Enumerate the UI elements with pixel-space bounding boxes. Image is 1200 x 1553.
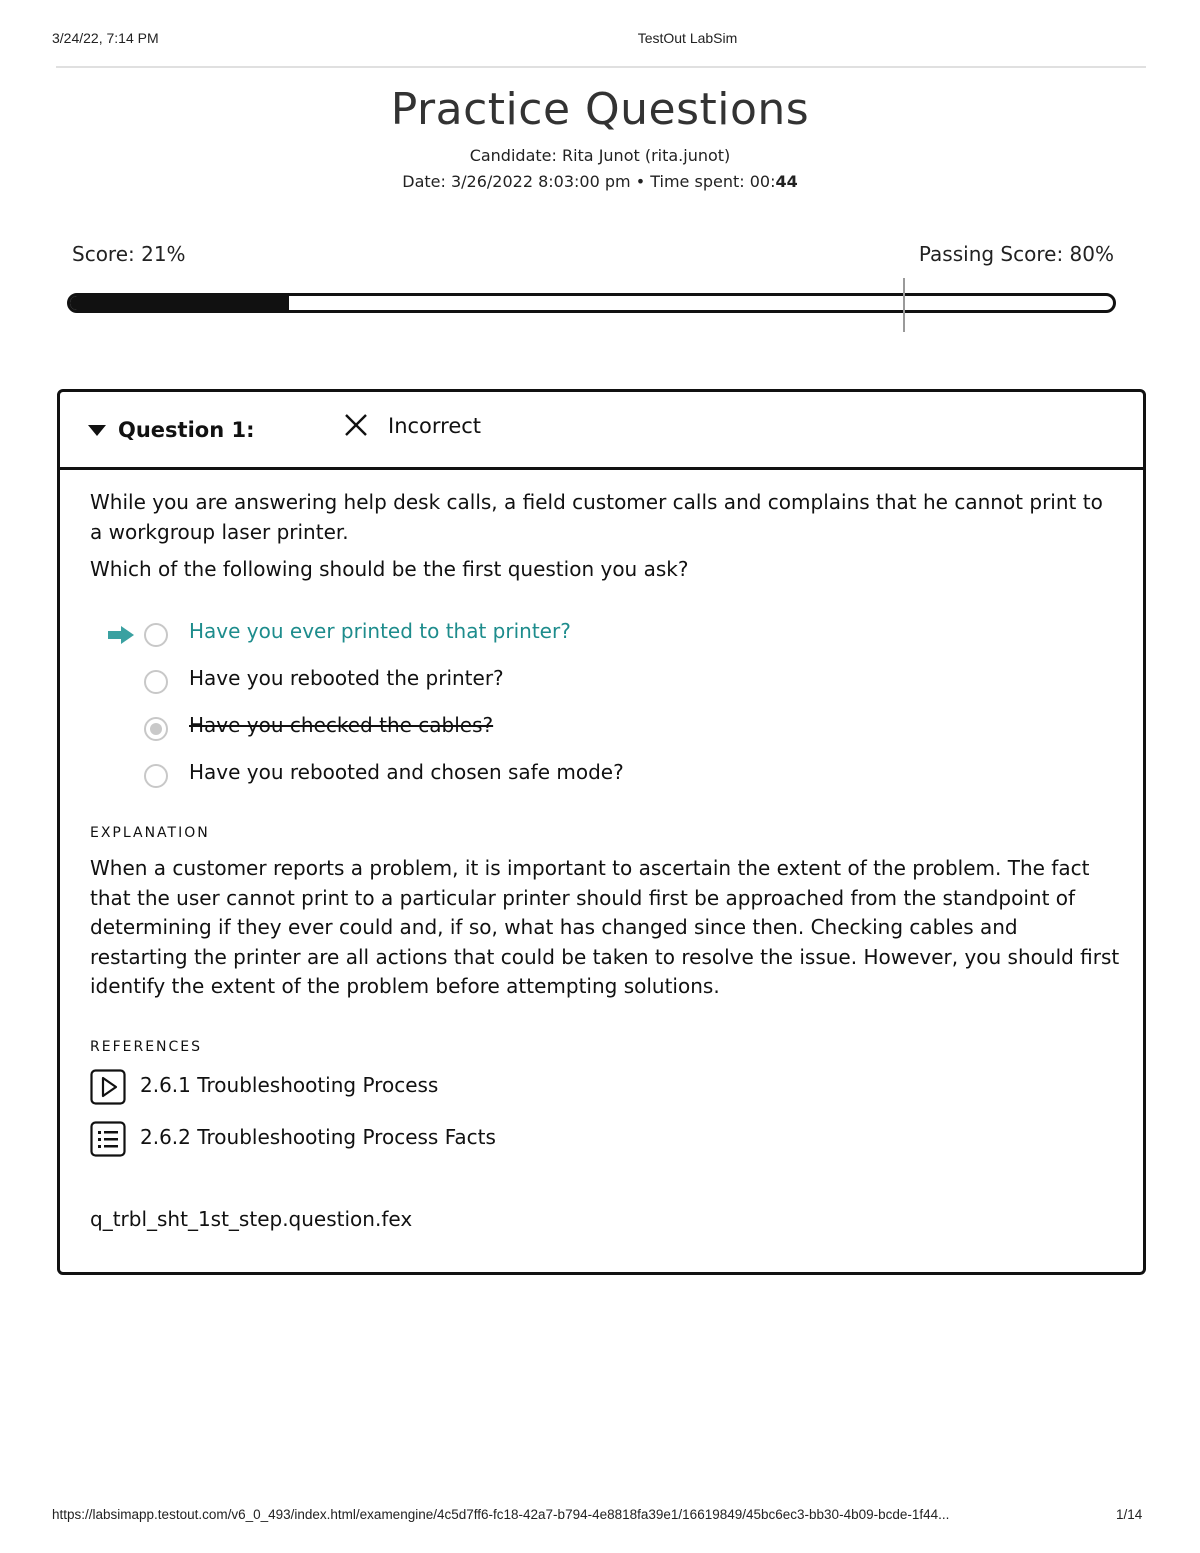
radio-button-selected[interactable]	[144, 717, 168, 741]
print-page-title: TestOut LabSim	[637, 30, 738, 46]
answer-option[interactable]	[144, 619, 1044, 651]
answer-label: Have you rebooted the printer?	[189, 666, 504, 690]
references-heading: REFERENCES	[90, 1039, 203, 1055]
reference-link[interactable]	[90, 1069, 790, 1105]
page-number: 1/14	[1116, 1507, 1143, 1522]
answer-option[interactable]	[144, 760, 1044, 792]
passing-score-label: Passing Score: 80%	[918, 242, 1114, 266]
time-spent-label: Time spent: 00:	[650, 172, 776, 191]
question-number: Question 1:	[118, 418, 255, 442]
candidate-info: Candidate: Rita Junot (rita.junot)	[469, 146, 731, 165]
question-header[interactable]	[60, 392, 1143, 470]
answer-label: Have you ever printed to that printer?	[189, 619, 571, 643]
radio-button[interactable]	[144, 623, 168, 647]
answer-label: Have you rebooted and chosen safe mode?	[189, 760, 624, 784]
print-url: https://labsimapp.testout.com/v6_0_493/index.html/examengine/4c5d7ff6-fc18-42a7-b794-4e8818fa39e1/16619849/45bc6ec3-bb30-4b09-bcde-1f44...	[52, 1507, 950, 1522]
question-status: Incorrect	[388, 414, 482, 438]
print-header	[0, 28, 1200, 50]
reference-label[interactable]: 2.6.1 Troubleshooting Process	[140, 1073, 439, 1097]
list-document-icon	[90, 1121, 126, 1157]
reference-link[interactable]	[90, 1121, 790, 1157]
video-play-icon	[90, 1069, 126, 1105]
radio-button[interactable]	[144, 670, 168, 694]
question-file-id: q_trbl_sht_1st_step.question.fex	[90, 1207, 413, 1231]
page-title: Practice Questions	[390, 84, 810, 135]
print-footer	[0, 1505, 1200, 1525]
answer-option[interactable]	[144, 666, 1044, 698]
radio-button[interactable]	[144, 764, 168, 788]
caret-down-icon[interactable]	[88, 425, 106, 436]
header-divider	[56, 66, 1146, 68]
arrow-right-icon	[108, 626, 134, 644]
time-spent-value: 44	[775, 172, 798, 191]
question-prompt: Which of the following should be the first question you ask?	[90, 557, 689, 581]
score-progress-fill	[70, 296, 289, 310]
question-text: While you are answering help desk calls, a field customer calls and complains that he cannot print to a workgroup laser printer.	[90, 490, 1103, 544]
close-x-icon	[343, 412, 369, 438]
exam-meta	[0, 172, 1200, 191]
reference-label[interactable]: 2.6.2 Troubleshooting Process Facts	[140, 1125, 496, 1149]
meta-separator: •	[630, 172, 651, 191]
score-progress-bar	[67, 293, 1116, 313]
score-label: Score: 21%	[72, 242, 186, 266]
answer-option[interactable]	[144, 713, 1044, 745]
explanation-text: When a customer reports a problem, it is important to ascertain the extent of the problem. The fact that the user cannot print to a particular printer should first be approached from the standpoint of determining if they ever could and, if so, what has changed since then. Checking cables and restarting the printer are all actions that could be taken to resolve the issue. However, you should first identify the extent of the problem before attempting solutions.	[90, 856, 1120, 998]
print-datetime: 3/24/22, 7:14 PM	[52, 30, 159, 46]
answer-label: Have you checked the cables?	[189, 713, 494, 737]
passing-score-marker	[903, 278, 905, 332]
explanation-heading: EXPLANATION	[90, 825, 210, 841]
question-card	[57, 389, 1146, 1275]
exam-date: Date: 3/26/2022 8:03:00 pm	[402, 172, 631, 191]
